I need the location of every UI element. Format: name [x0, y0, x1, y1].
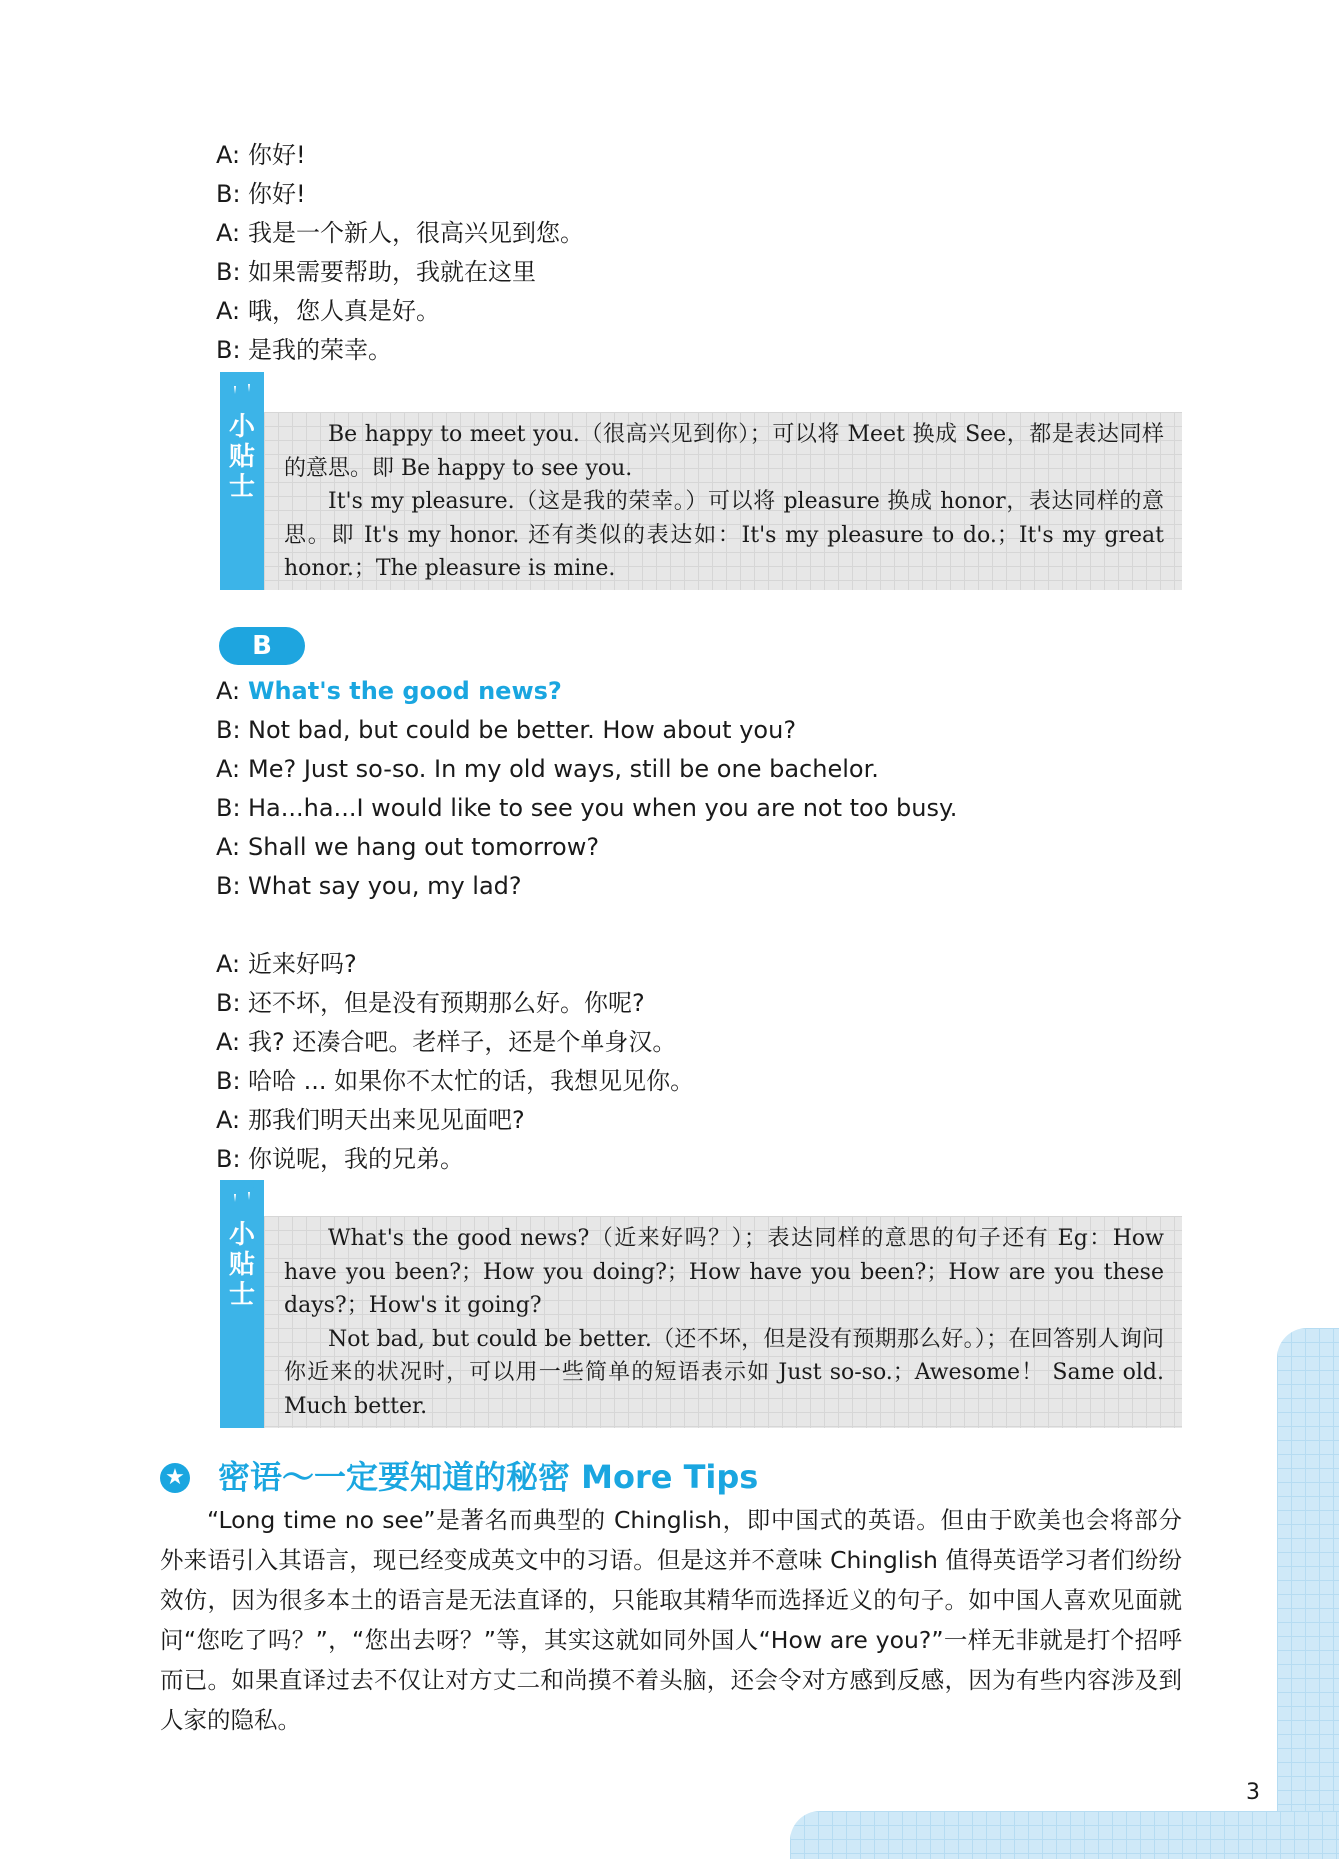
dialog-line: A: 哦，您人真是好。: [216, 297, 440, 325]
people-icon: [222, 1180, 262, 1216]
tip-box-1: [220, 372, 1182, 590]
dialog-line: A: Shall we hang out tomorrow?: [216, 833, 600, 861]
dialog-line: B: Ha...ha...I would like to see you when you are not too busy.: [216, 794, 958, 822]
tip-paragraph: Be happy to meet you.（很高兴见到你）；可以将 Meet 换成 See，都是表达同样的意思。即 Be happy to see you.: [284, 422, 1164, 481]
dialog-line: B: 你说呢，我的兄弟。: [216, 1145, 464, 1173]
dialog-line: B: What say you, my lad?: [216, 872, 522, 900]
page-corner-decoration-right: [1277, 1328, 1339, 1859]
dialog-line: A: Me? Just so-so. In my old ways, still be one bachelor.: [216, 755, 879, 783]
dialog-line: B: 是我的荣幸。: [216, 336, 392, 364]
page-number: 3: [1246, 1780, 1260, 1805]
tip-paragraph: It's my pleasure.（这是我的荣幸。）可以将 pleasure 换成 honor，表达同样的意思。即 It's my honor. 还有类似的表达如：It's my pleasure to do.；It's my great honor.；The pleasure is mine.: [284, 489, 1164, 581]
section-b-badge: B: [219, 627, 305, 665]
tip-strip: [220, 372, 264, 590]
dialog-line: B: 你好!: [216, 180, 306, 208]
tip-label: 小贴士: [229, 412, 256, 502]
tip-content: [264, 412, 1182, 590]
dialog-b-english: [216, 672, 957, 906]
tip-label: 小贴士: [229, 1220, 256, 1310]
dialog-line: A: What's the good news?: [216, 677, 562, 705]
star-icon: ★: [160, 1463, 190, 1493]
tip-paragraph: What's the good news?（近来好吗？）；表达同样的意思的句子还有 Eg：How have you been?；How you doing?；How have you been?；How are you these days?；How's it going?: [284, 1226, 1164, 1318]
tip-paragraph: Not bad, but could be better.（还不坏，但是没有预期那么好。）；在回答别人询问你近来的状况时，可以用一些简单的短语表示如 Just so-so.；Awesome！ Same old. Much better.: [284, 1326, 1164, 1419]
dialog-line: A: 我? 还凑合吧。老样子，还是个单身汉。: [216, 1028, 677, 1056]
page-corner-decoration-bottom: [790, 1811, 1339, 1859]
dialog-b-chinese: [216, 945, 694, 1179]
dialog-line: B: 如果需要帮助，我就在这里: [216, 258, 536, 286]
people-icon: [222, 372, 262, 408]
dialog-line: A: 那我们明天出来见见面吧?: [216, 1106, 525, 1134]
more-tips-title: ★ 密语～一定要知道的秘密 More Tips: [160, 1452, 758, 1502]
more-tips-paragraph: “Long time no see”是著名而典型的 Chinglish，即中国式的英语。但由于欧美也会将部分外来语引入其语言，现已经变成英文中的习语。但是这并不意味 Chinglish 值得英语学习者们纷纷效仿，因为很多本土的语言是无法直译的，只能取其精华而选择近义的句子。如中国人喜欢见面就问“您吃了吗？”，“您出去呀？”等，其实这就如同外国人“How are you?”一样无非就是打个招呼而已。如果直译过去不仅让对方丈二和尚摸不着头脑，还会令对方感到反感，因为有些内容涉及到人家的隐私。: [160, 1506, 1182, 1734]
dialog-a-chinese: [216, 136, 584, 370]
dialog-line: A: 我是一个新人，很高兴见到您。: [216, 219, 584, 247]
dialog-line: B: 还不坏，但是没有预期那么好。你呢?: [216, 989, 645, 1017]
dialog-line: B: Not bad, but could be better. How about you?: [216, 716, 797, 744]
dialog-line: A: 近来好吗?: [216, 950, 357, 978]
dialog-line: B: 哈哈 ... 如果你不太忙的话，我想见见你。: [216, 1067, 695, 1095]
tip-box-2: [220, 1180, 1182, 1428]
tip-strip: [220, 1180, 264, 1428]
dialog-line: A: 你好!: [216, 141, 306, 169]
tip-content: [264, 1216, 1182, 1428]
